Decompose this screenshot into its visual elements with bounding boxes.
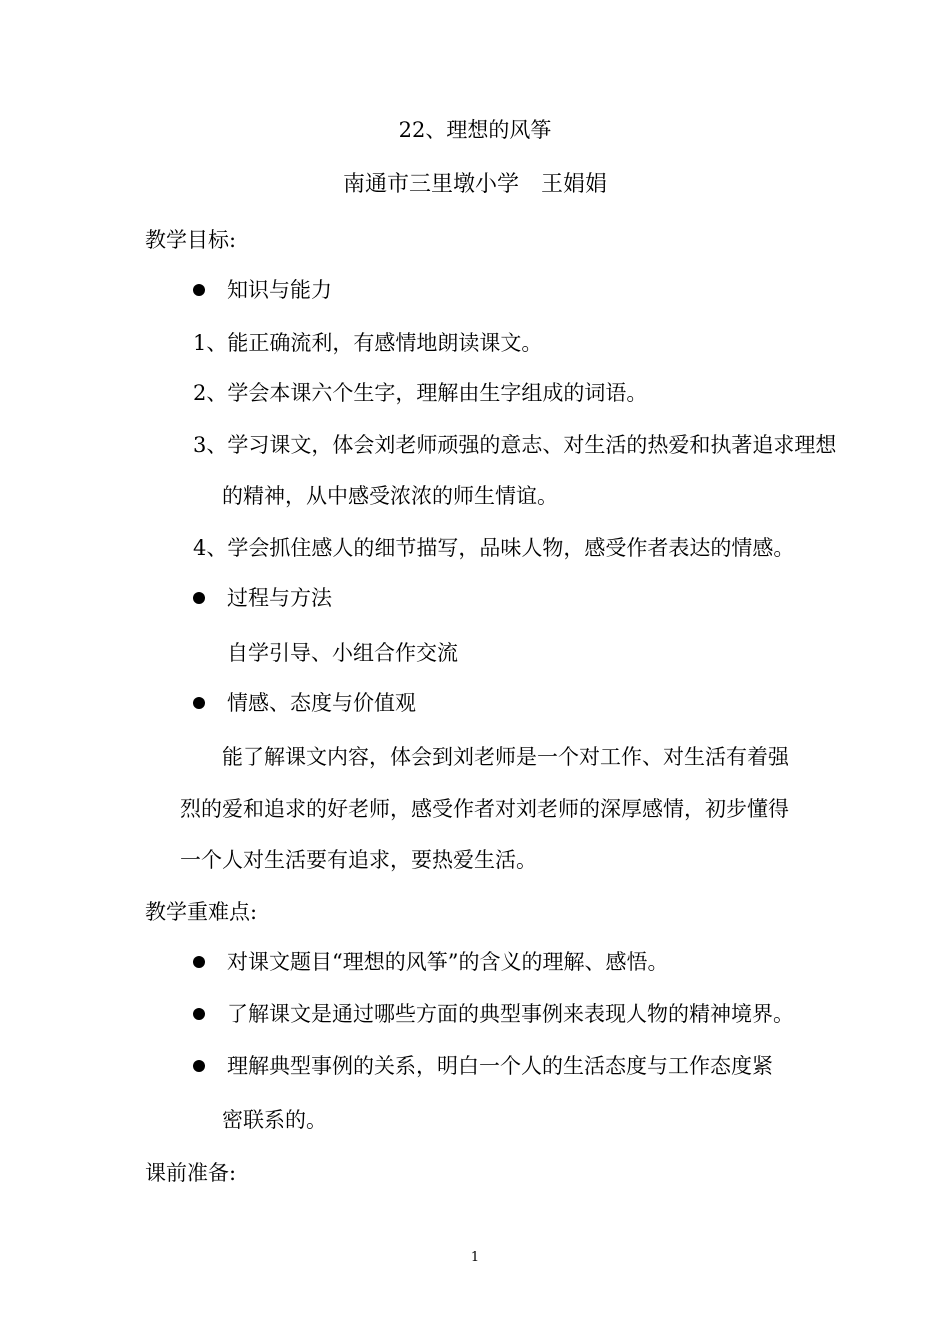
page-number: 1	[470, 1250, 480, 1265]
difficulty-item-3-continued: 密联系的。	[222, 1108, 327, 1132]
bullet-icon	[193, 1060, 205, 1072]
knowledge-heading: 知识与能力	[227, 278, 332, 302]
bullet-icon	[193, 592, 205, 604]
process-heading: 过程与方法	[227, 586, 332, 610]
goal-item-3-continued: 的精神，从中感受浓浓的师生情谊。	[222, 484, 558, 508]
emotion-paragraph-line: 一个人对生活要有追求，要热爱生活。	[180, 848, 537, 872]
process-text: 自学引导、小组合作交流	[227, 641, 458, 665]
difficulty-heading: 教学重难点:	[145, 900, 258, 924]
bullet-icon	[193, 697, 205, 709]
author-line: 南通市三里墩小学 王娟娟	[342, 172, 607, 197]
goal-item-4: 4、学会抓住感人的细节描写，品味人物，感受作者表达的情感。	[193, 536, 795, 560]
goal-item-2: 2、学会本课六个生字，理解由生字组成的词语。	[193, 381, 648, 405]
prep-heading: 课前准备:	[145, 1161, 237, 1185]
emotion-paragraph-line: 能了解课文内容，体会到刘老师是一个对工作、对生活有着强	[222, 745, 789, 769]
emotion-heading: 情感、态度与价值观	[227, 691, 416, 715]
bullet-icon	[193, 1008, 205, 1020]
difficulty-item-2: 了解课文是通过哪些方面的典型事例来表现人物的精神境界。	[227, 1002, 794, 1026]
goal-item-3: 3、学习课文，体会刘老师顽强的意志、对生活的热爱和执著追求理想	[193, 433, 837, 457]
difficulty-item-3: 理解典型事例的关系，明白一个人的生活态度与工作态度紧	[227, 1054, 773, 1078]
goal-item-1: 1、能正确流利，有感情地朗读课文。	[193, 331, 543, 355]
document-title: 22、理想的风筝	[398, 118, 552, 142]
bullet-icon	[193, 284, 205, 296]
difficulty-item-1: 对课文题目“理想的风筝”的含义的理解、感悟。	[227, 950, 669, 974]
goals-heading: 教学目标:	[145, 228, 237, 252]
bullet-icon	[193, 956, 205, 968]
emotion-paragraph-line: 烈的爱和追求的好老师，感受作者对刘老师的深厚感情，初步懂得	[180, 797, 789, 821]
